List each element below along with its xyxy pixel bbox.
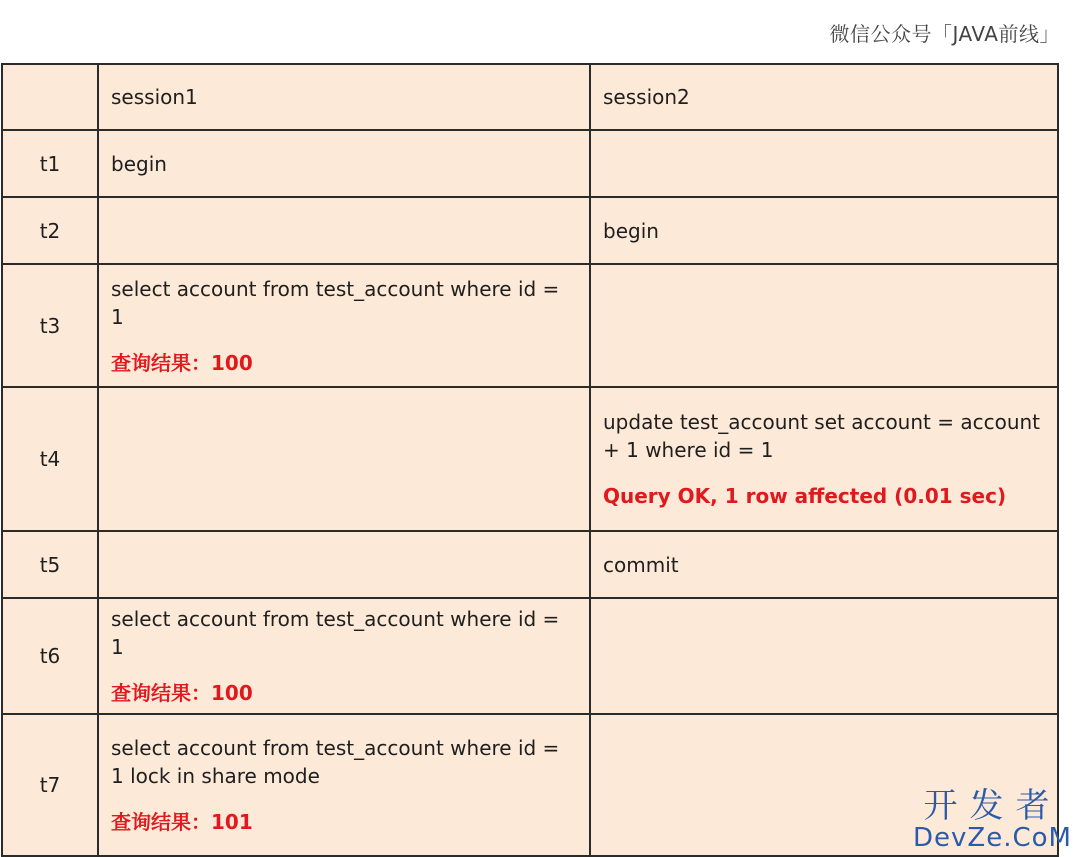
table-row [2, 598, 1058, 714]
session2-cell [590, 387, 1058, 531]
session1-cell [98, 264, 590, 387]
time-cell: t1 [2, 130, 98, 197]
session1-statement: select account from test_account where id = 1 lock in share mode [111, 736, 560, 788]
table-header-row [2, 64, 1058, 130]
session1-cell [98, 387, 590, 531]
table-row [2, 714, 1058, 856]
session1-cell [98, 130, 590, 197]
session1-cell [98, 197, 590, 264]
session1-cell [98, 531, 590, 598]
table-row [2, 531, 1058, 598]
session2-statement: commit [603, 552, 679, 577]
time-cell: t4 [2, 387, 98, 531]
time-cell: t3 [2, 264, 98, 387]
watermark-logo-en: DevZe.CoM [913, 823, 1072, 853]
session1-statement: select account from test_account where id = 1 [111, 607, 560, 659]
session2-statement: update test_account set account = account + 1 where id = 1 [603, 410, 1041, 462]
session1-result: 查询结果：100 [111, 350, 253, 375]
header-session2: session2 [590, 64, 1058, 130]
watermark-logo-cn: 开发者 [923, 786, 1062, 826]
time-cell: t7 [2, 714, 98, 856]
session2-result: Query OK, 1 row affected (0.01 sec) [603, 484, 1007, 508]
session1-statement: select account from test_account where id = 1 [111, 276, 560, 329]
session2-cell [590, 264, 1058, 387]
table-row [2, 130, 1058, 197]
table-row [2, 264, 1058, 387]
time-cell: t6 [2, 598, 98, 714]
transaction-table [1, 63, 1059, 857]
session2-statement: begin [603, 218, 659, 243]
header-session1: session1 [98, 64, 590, 130]
session2-cell [590, 531, 1058, 598]
session1-cell [98, 598, 590, 714]
watermark-logo [913, 786, 1072, 853]
table-row [2, 197, 1058, 264]
time-cell: t2 [2, 197, 98, 264]
session1-result: 查询结果：101 [111, 810, 253, 834]
time-cell: t5 [2, 531, 98, 598]
session1-statement: begin [111, 151, 167, 176]
header-time-cell [2, 64, 98, 130]
session2-cell [590, 197, 1058, 264]
session1-cell [98, 714, 590, 856]
table-row [2, 387, 1058, 531]
session2-cell [590, 130, 1058, 197]
session1-result: 查询结果：100 [111, 681, 253, 705]
watermark-top: 微信公众号「JAVA前线」 [829, 22, 1060, 46]
session2-cell [590, 598, 1058, 714]
